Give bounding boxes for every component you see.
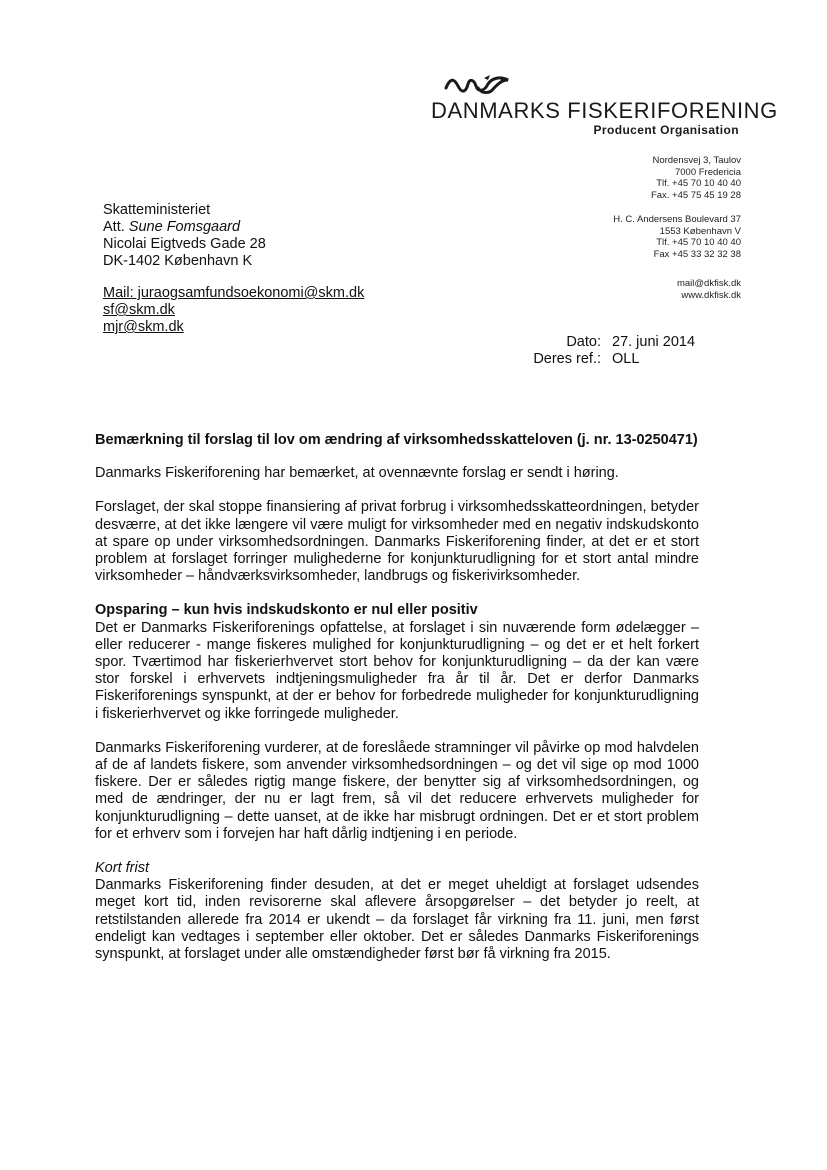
- ref-value: OLL: [612, 351, 640, 367]
- address-line: Fax +45 33 32 32 38: [653, 248, 741, 260]
- address-line: Tlf. +45 70 10 40 40: [656, 178, 741, 190]
- address-line: Nordensvej 3, Taulov: [652, 155, 741, 166]
- email-link[interactable]: Mail: juraogsamfundsoekonomi@skm.dk: [103, 285, 365, 301]
- email-link[interactable]: mjr@skm.dk: [103, 319, 184, 335]
- att-prefix: Att.: [103, 219, 129, 235]
- ref-row: [530, 351, 695, 368]
- paragraph: Danmarks Fiskeriforening har bemærket, at ovennævnte forslag er sendt i høring.: [95, 465, 619, 482]
- letter-body: [95, 432, 699, 980]
- paragraph: Danmarks Fiskeriforening vurderer, at de foreslåede stramninger vil påvirke op mod halvdelen af de af landets fiskere, som anvender virksomhedsordningen – og det vil sige op mod 1000 fiskere. Der er således rigtig mange fiskere, der benytter sig af virksomhedsordningen, og med de ændringer, der nu er lagt frem, så vil det reducere erhvervets muligheder for konjunkturudligning – dette uanset, at de ikke har misbrugt ordningen. Det er et stort problem for et erhverv som i forvejen har haft dårlig indtjening i en periode.: [95, 739, 699, 842]
- paragraph: Forslaget, der skal stoppe finansiering af privat forbrug i virksomhedsskatteordningen, betyder desværre, at det ikke længere vil være muligt for virksomheder med en negativ indskudskonto at spare op under virksomhedsordningen. Danmarks Fiskeriforening finder, at det er et stort problem at forslaget forringer mulighederne for konjunkturudligning for et stort antal mindre virksomheder – håndværksvirksomheder, landbrugs og fiskerivirksomheder.: [95, 499, 699, 585]
- contact-email[interactable]: mail@dkfisk.dk: [676, 278, 741, 289]
- org-subtitle: Producent Organisation: [593, 123, 739, 137]
- address-line: 7000 Fredericia: [674, 166, 741, 178]
- org-name: DANMARKS FISKERIFORENING: [431, 98, 778, 123]
- recipient-org: Skatteministeriet: [103, 202, 211, 218]
- section-heading: Opsparing – kun hvis indskudskonto er nul eller positiv: [95, 602, 478, 619]
- email-link[interactable]: sf@skm.dk: [103, 302, 175, 318]
- address-taulov: [651, 155, 741, 201]
- ref-label: Deres ref.:: [533, 351, 601, 367]
- contact-website[interactable]: www.dkfisk.dk: [681, 289, 741, 301]
- date-row: [530, 334, 695, 351]
- paragraph: Det er Danmarks Fiskeriforenings opfattelse, at forslaget i sin nuværende form ødelægger – eller reducerer - mange fiskeres mulighed for konjunkturudligning – og det er et helt forkert spor. Tværtimod har fiskerierhvervet stort behov for konjunkturudligning – da der kan være stor forskel i erhvervets indtjeningsmuligheder fra år til år. Det er derfor Danmarks Fiskeriforenings synspunkt, at der er behov for forbedrede muligheder for konjunkturudligning i fiskerierhvervet og ikke forringede muligheder.: [95, 619, 699, 722]
- letter-meta: [530, 334, 695, 368]
- section-heading-italic: Kort frist: [95, 860, 149, 877]
- paragraph: Danmarks Fiskeriforening finder desuden, at det er meget uheldigt at forslaget udsendes meget kort tid, inden revisorerne skal aflevere årsopgørelser – det betyder jo reelt, at retstilstanden allerede fra 2014 er ukendt – da forslaget får virkning fra 11. juni, men først endeligt kan vedtages i september eller oktober. Det er således Danmarks Fiskeriforenings synspunkt, at forslaget under alle omstændigheder først bør få virkning fra 2015.: [95, 877, 699, 963]
- recipient-street: Nicolai Eigtveds Gade 28: [103, 236, 266, 252]
- address-line: 1553 København V: [659, 225, 741, 237]
- fish-logo-icon: [444, 74, 510, 96]
- letter-title: Bemærkning til forslag til lov om ændring af virksomhedsskatteloven (j. nr. 13-0250471): [95, 432, 698, 448]
- address-line: H. C. Andersens Boulevard 37: [613, 214, 741, 225]
- address-copenhagen: [613, 214, 741, 260]
- recipient-city: DK-1402 København K: [103, 253, 253, 269]
- contact-info: [677, 278, 741, 301]
- recipient-block: [103, 202, 266, 270]
- date-value: 27. juni 2014: [612, 334, 696, 350]
- att-name: Sune Fomsgaard: [128, 219, 241, 235]
- address-line: Tlf. +45 70 10 40 40: [656, 237, 741, 249]
- date-label: Dato:: [566, 334, 601, 350]
- recipient-emails: [103, 285, 364, 336]
- address-line: Fax. +45 75 45 19 28: [650, 189, 741, 201]
- recipient-att: [103, 219, 266, 236]
